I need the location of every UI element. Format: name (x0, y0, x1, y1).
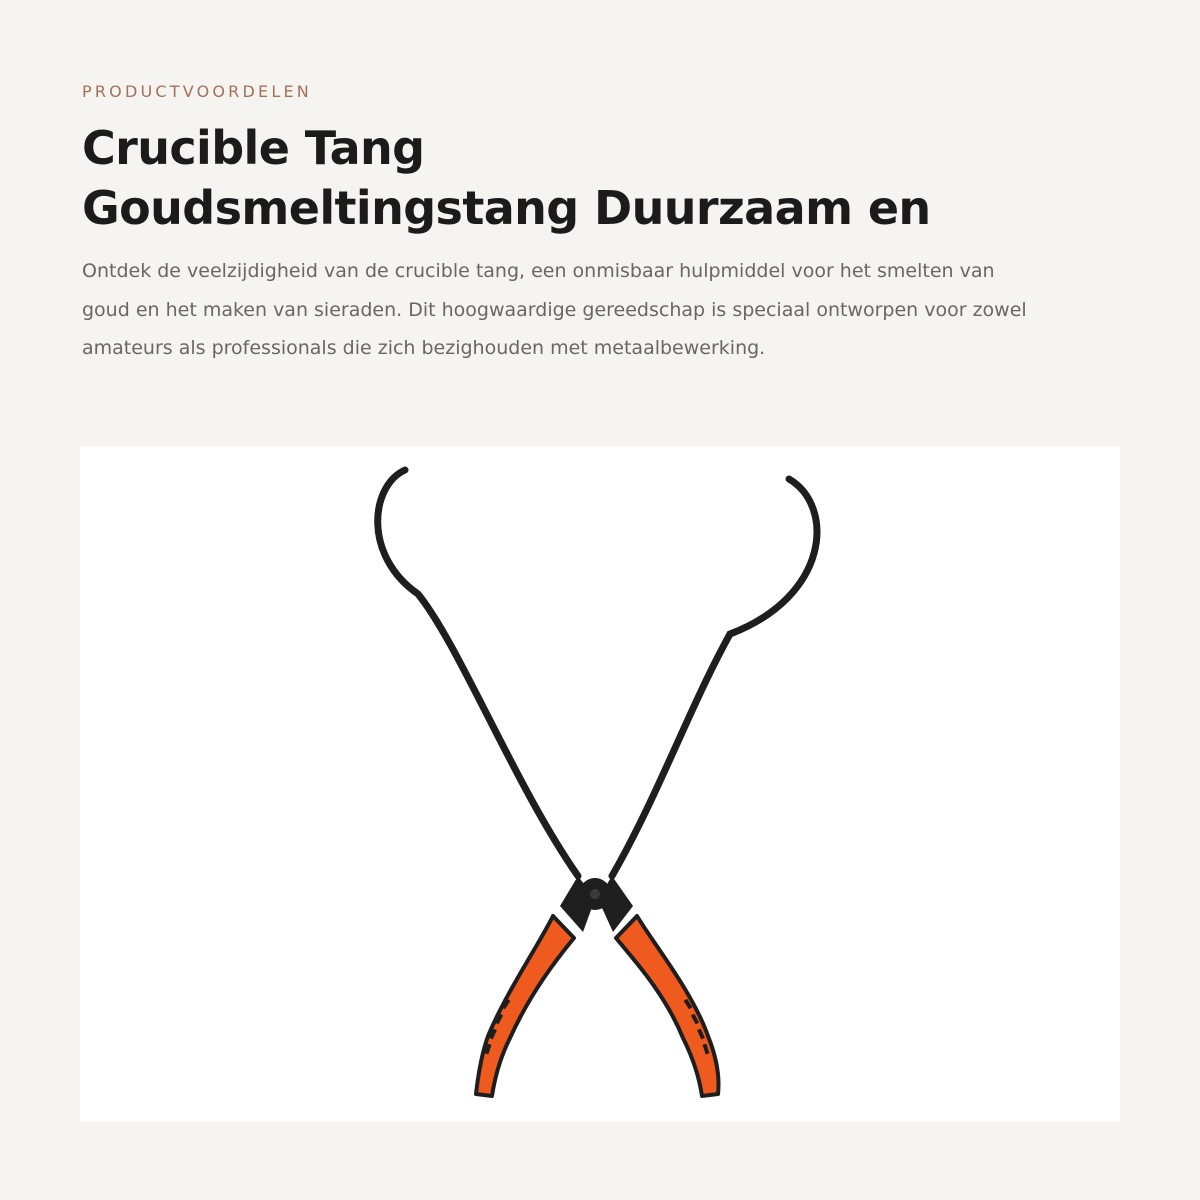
product-benefits-section (82, 80, 1122, 368)
page-title (82, 118, 1122, 238)
product-description: Ontdek de veelzijdigheid van de crucible tang, een onmisbaar hulpmiddel voor het smelten van goud en het maken van sieraden. Dit hoogwaardige gereedschap is speciaal ontworpen voor zowel amateurs als professionals die zich bezighouden met metaalbewerking. (82, 260, 1027, 359)
product-image (80, 446, 1120, 1122)
page-title-line-1: Crucible Tang (82, 121, 425, 175)
page-title-line-2: Goudsmeltingstang Duurzaam en (82, 181, 931, 235)
section-eyebrow: PRODUCTVOORDELEN (82, 82, 312, 101)
crucible-tongs-icon (80, 446, 1120, 1122)
